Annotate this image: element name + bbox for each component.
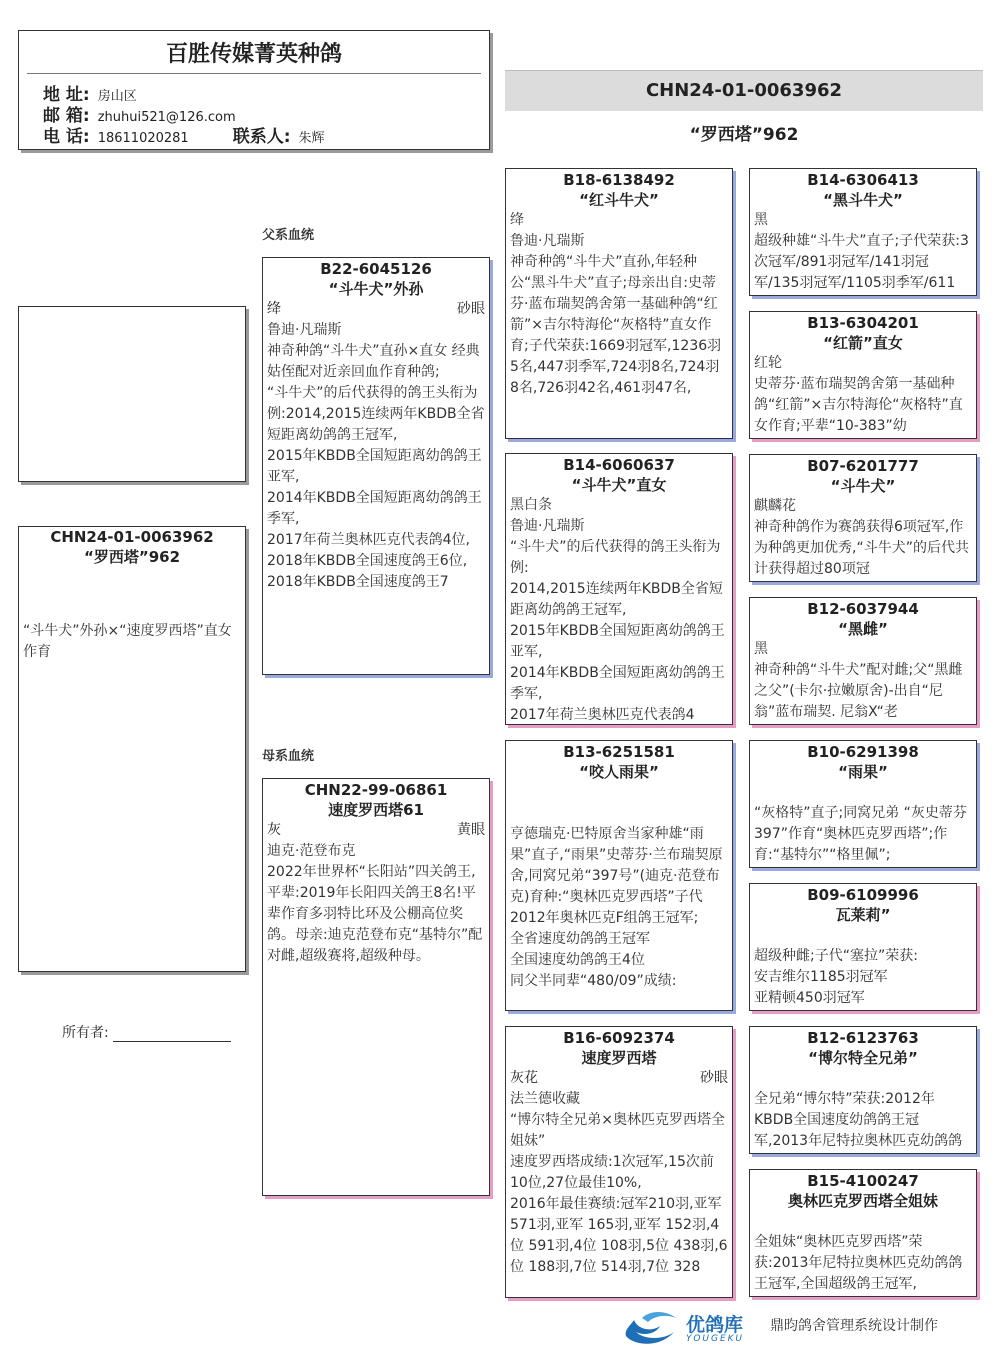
sire-color: 绛 — [267, 301, 281, 317]
pigeon-photo-placeholder — [18, 306, 246, 482]
dd-ring: B16-6092374 — [563, 1029, 675, 1047]
owner-blank-line — [113, 1041, 231, 1042]
dss-card — [749, 740, 977, 868]
header-divider — [27, 73, 481, 74]
ss-ring: B18-6138492 — [563, 171, 675, 189]
ssd-name: “红箭”直女 — [823, 334, 903, 352]
sire-card — [262, 257, 490, 675]
sds-card — [749, 454, 977, 582]
loft-title: 百胜传媒菁英种鸽 — [165, 42, 342, 67]
ss-name: “红斗牛犬” — [579, 191, 659, 209]
sire-dam-card — [505, 453, 733, 725]
pigeon-ring-banner: CHN24-01-0063962 — [505, 70, 983, 111]
sire-ring: B22-6045126 — [320, 260, 432, 278]
dam-color: 灰 — [267, 822, 281, 838]
sss-color: 黑 — [754, 212, 768, 228]
email-value[interactable]: zhuhui521@126.com — [97, 110, 236, 125]
dam-sire-card — [505, 740, 733, 1011]
dd-name: 速度罗西塔 — [581, 1049, 657, 1067]
dam-description: 2022年世界杯“长阳站”四关鸽王,平辈:2019年长阳四关鸽王8名!平辈作育多羽特比环及公棚高位奖鸽。母亲:迪克范登布克“基特尔”配对雌,超级赛将,超级种母。 — [267, 864, 483, 964]
sire-name: “斗牛犬”外孙 — [328, 280, 424, 298]
sd-description: “斗牛犬”的后代获得的鸽王头衔为例: 2014,2015连续两年KBDB全省短距离幼鸽鸽王冠军, 2015年KBDB全国短距离幼鸽鸽王亚军, 2014年KBDB全国短距离幼鸽鸽王季军, 2017年荷兰奥林匹克代表鸽4 — [510, 539, 725, 723]
sire-color-eye-row — [263, 299, 489, 320]
dss-description: “灰格特”直子;同窝兄弟 “灰史蒂芬397”作育“奥林匹克罗西塔”;作育:“基特尔”“格里佩”; — [754, 805, 967, 863]
sdd-ring: B12-6037944 — [807, 600, 919, 618]
sss-name: “黑斗牛犬” — [823, 191, 903, 209]
sdd-name: “黑雌” — [838, 620, 888, 638]
dsd-description: 超级种雌;子代“塞拉”荣获: 安吉维尔1185羽冠军 亚精顿450羽冠军 — [754, 948, 918, 1006]
dsd-name: 瓦莱莉” — [835, 906, 891, 924]
dss-ring: B10-6291398 — [807, 743, 919, 761]
sd-name: “斗牛犬”直女 — [571, 476, 667, 494]
sire-description: 神奇种鸽“斗牛犬”直孙×直女 经典姑侄配对近亲回血作育种鸽; “斗牛犬”的后代获得的鸽王头衔为例:2014,2015连续两年KBDB全省短距离幼鸽鸽王冠军, 2015年KBDB全国短距离幼鸽鸽王亚军, 2014年KBDB全国短距离幼鸽鸽王季军, 2017年荷兰奥林匹克代表鸽4位, 2018年KBDB全国速度鸽王6位, 2018年KBDB全国速度鸽王7 — [267, 343, 485, 590]
footer-credit: 鼎昀鸽舍管理系统设计制作 — [770, 1318, 938, 1334]
dd-breeder: 法兰德收藏 — [510, 1091, 580, 1107]
ddd-ring: B15-4100247 — [807, 1172, 919, 1190]
phone-row — [43, 127, 325, 149]
dsd-ring: B09-6109996 — [807, 886, 919, 904]
sdd-description: 神奇种鸽“斗牛犬”配对雌;父“黑雌之父”(卡尔·拉嫩原舍)-出自“尼翁”蓝布瑞契. 尼翁X“老 — [754, 662, 963, 720]
dam-ring: CHN22-99-06861 — [304, 781, 448, 799]
sire-eye: 砂眼 — [457, 301, 485, 317]
ds-description: 亨德瑞克·巴特原舍当家种雄“雨果”直子,“雨果”史蒂芬·兰布瑞契原舍,同窝兄弟“397号”(迪克·范登布克)育种:“奥林匹克罗西塔”子代2012年奥林匹克F组鸽王冠军; 全省速度幼鸽鸽王冠军 全国速度幼鸽鸽王4位 同父半同辈“480/09”成绩: — [510, 826, 723, 989]
dss-name: “雨果” — [838, 763, 888, 781]
ssd-color: 红轮 — [754, 355, 782, 371]
sire-breeder: 鲁迪·凡瑞斯 — [267, 322, 342, 338]
sd-color: 黑白条 — [510, 497, 552, 513]
ds-ring: B13-6251581 — [563, 743, 675, 761]
dsd-card — [749, 883, 977, 1011]
ss-color: 绛 — [510, 212, 524, 228]
dds-name: “博尔特全兄弟” — [808, 1049, 918, 1067]
ss-breeder: 鲁迪·凡瑞斯 — [510, 233, 585, 249]
logo-subtext: YOUGEKU — [686, 1334, 745, 1344]
address-label: 地 址: — [43, 85, 90, 105]
sds-ring: B07-6201777 — [807, 457, 919, 475]
sds-name: “斗牛犬” — [830, 477, 896, 495]
ss-description: 神奇种鸽“斗牛犬”直孙,年轻种公“黑斗牛犬”直子;母亲出自:史蒂芬·蓝布瑞契鸽舍第一基础种鸽“红箭”×吉尔特海伦“灰格特”直女作育;子代荣获:1669羽冠军,1236羽5名,447羽季军,724羽8名,724羽8名,726羽42名,461羽47名, — [510, 254, 722, 396]
dd-description: “博尔特全兄弟×奥林匹克罗西塔全姐妹” 速度罗西塔成绩:1次冠军,15次前10位,27位最佳10%, 2016年最佳赛绩:冠军210羽,亚军 571羽,亚军 165羽,亚军 152羽,4位 591羽,4位 108羽,5位 438羽,6位 188羽,7位 514羽,7位 328 — [510, 1112, 728, 1275]
dds-description: 全兄弟“博尔特”荣获:2012年KBDB全国速度幼鸽鸽王冠军,2013年尼特拉奥林匹克幼鸽鸽 — [754, 1091, 963, 1149]
sss-description: 超级种雄“斗牛犬”直子;子代荣获:3次冠军/891羽冠军/141羽冠军/135羽冠军/1105羽季军/611 — [754, 233, 969, 291]
contact-label: 联系人: — [232, 127, 291, 147]
email-label: 邮 箱: — [43, 106, 90, 126]
main-name: “罗西塔”962 — [83, 548, 181, 566]
sd-breeder: 鲁迪·凡瑞斯 — [510, 518, 585, 534]
ssd-description: 史蒂芬·蓝布瑞契鸽舍第一基础种鸽“红箭”×吉尔特海伦“灰格特”直女作育;平辈“10-383”幼 — [754, 376, 963, 434]
owner-field — [62, 1022, 231, 1042]
ssd-card — [749, 311, 977, 439]
ddd-name: 奥林匹克罗西塔全姐妹 — [787, 1192, 938, 1210]
phone-label: 电 话: — [43, 127, 90, 147]
sss-ring: B14-6306413 — [807, 171, 919, 189]
yougeku-logo — [620, 1306, 760, 1350]
sdd-color: 黑 — [754, 641, 768, 657]
address-row — [43, 85, 137, 107]
dam-line-label: 母系血统 — [262, 749, 315, 764]
dam-color-eye-row — [263, 820, 489, 841]
contact-value: 朱辉 — [298, 131, 325, 146]
ssd-ring: B13-6304201 — [807, 314, 919, 332]
main-description: “斗牛犬”外孙×“速度罗西塔”直女作育 — [23, 623, 232, 660]
phone-value: 18611020281 — [97, 131, 189, 146]
sds-description: 神奇种鸽作为赛鸽获得6项冠军,作为种鸽更加优秀,“斗牛犬”的后代共计获得超过80项冠 — [754, 519, 969, 577]
dd-eye: 砂眼 — [700, 1070, 728, 1086]
sd-ring: B14-6060637 — [563, 456, 675, 474]
sss-card — [749, 168, 977, 296]
main-ring: CHN24-01-0063962 — [50, 528, 214, 546]
sds-color: 麒麟花 — [754, 498, 796, 514]
main-pigeon-card — [18, 526, 246, 972]
dam-name: 速度罗西塔61 — [328, 801, 424, 819]
owner-label: 所有者: — [62, 1025, 109, 1041]
dd-color-eye-row — [506, 1068, 732, 1089]
dds-ring: B12-6123763 — [807, 1029, 919, 1047]
dam-breeder: 迪克·范登布克 — [267, 843, 356, 859]
ds-name: “咬人雨果” — [579, 763, 659, 781]
address-value: 房山区 — [97, 89, 137, 104]
swirl-logo-icon — [620, 1306, 682, 1350]
sire-sire-card — [505, 168, 733, 439]
dam-dam-card — [505, 1026, 733, 1298]
dd-color: 灰花 — [510, 1070, 538, 1086]
dam-eye: 黄眼 — [457, 822, 485, 838]
ddd-card — [749, 1169, 977, 1297]
dam-card — [262, 778, 490, 1196]
logo-text: 优鸽库 — [686, 1314, 744, 1336]
pigeon-name-heading: “罗西塔”962 — [689, 125, 799, 145]
sdd-card — [749, 597, 977, 725]
breeder-header-card — [18, 30, 490, 150]
sire-line-label: 父系血统 — [262, 228, 315, 243]
ddd-description: 全姐妹“奥林匹克罗西塔”荣获:2013年尼特拉奥林匹克幼鸽鸽王冠军,全国超级鸽王冠军, — [754, 1234, 963, 1292]
email-row — [43, 106, 236, 128]
dds-card — [749, 1026, 977, 1154]
